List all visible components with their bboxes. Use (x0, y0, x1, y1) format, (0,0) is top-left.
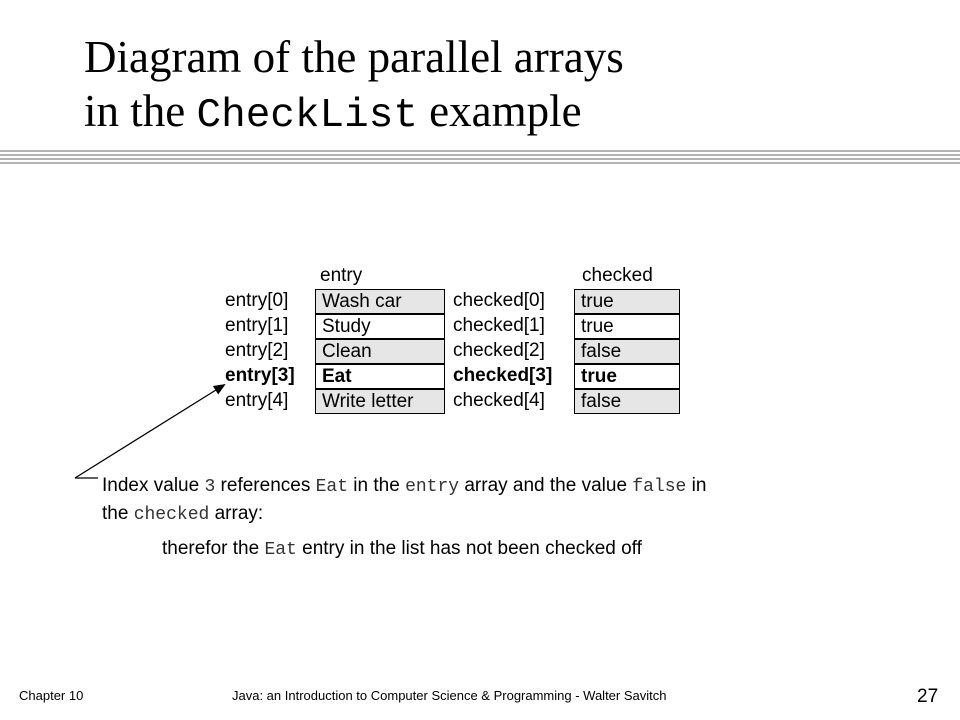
entry-cell-highlighted: Eat (315, 364, 445, 389)
note-text: entry in the list has not been checked off (296, 538, 642, 559)
note-text: in the (348, 475, 406, 496)
checked-index-label-highlighted: checked[3] (453, 365, 553, 386)
checked-cell-highlighted: true (574, 364, 680, 389)
entry-cell: Write letter (315, 389, 445, 414)
note-line-3 (162, 535, 642, 564)
entry-array-header: entry (320, 265, 363, 286)
note-text: in (686, 475, 707, 496)
checked-cell: false (574, 339, 680, 364)
title-line-2-post: example (417, 86, 582, 136)
checked-cell: false (574, 389, 680, 414)
note-text: array: (209, 503, 264, 524)
note-code: false (632, 477, 687, 497)
checked-index-label: checked[4] (453, 390, 545, 411)
note-code: entry (405, 477, 460, 497)
entry-cell: Clean (315, 339, 445, 364)
footer-chapter: Chapter 10 (19, 688, 84, 703)
checked-cell: true (574, 289, 680, 314)
note-code: 3 (204, 477, 216, 497)
checked-index-label: checked[1] (453, 315, 545, 336)
note-line-1 (102, 472, 706, 501)
note-text: references (215, 475, 316, 496)
title-line-2-pre: in the (84, 86, 197, 136)
note-code: checked (133, 505, 210, 525)
checked-cell: true (574, 314, 680, 339)
title-code: CheckList (196, 93, 418, 139)
note-text: array and the value (459, 475, 633, 496)
note-text: the (102, 503, 134, 524)
entry-cell: Study (315, 314, 445, 339)
checked-array-header: checked (582, 265, 653, 286)
footer-book-title: Java: an Introduction to Computer Science & Programming - Walter Savitch (232, 688, 667, 703)
note-text: therefor the (162, 538, 265, 559)
note-text: Index value (102, 475, 205, 496)
title-line-1: Diagram of the parallel arrays (84, 32, 624, 82)
note-code: Eat (315, 477, 349, 497)
entry-index-label: entry[0] (225, 290, 289, 311)
note-code: Eat (264, 540, 297, 560)
entry-cell: Wash car (315, 289, 445, 314)
entry-index-label: entry[4] (225, 390, 289, 411)
entry-index-label-highlighted: entry[3] (225, 365, 295, 386)
note-line-2 (102, 500, 263, 529)
checked-index-label: checked[2] (453, 340, 545, 361)
page-number: 27 (917, 686, 939, 707)
entry-index-label: entry[1] (225, 315, 289, 336)
entry-index-label: entry[2] (225, 340, 289, 361)
checked-index-label: checked[0] (453, 290, 545, 311)
